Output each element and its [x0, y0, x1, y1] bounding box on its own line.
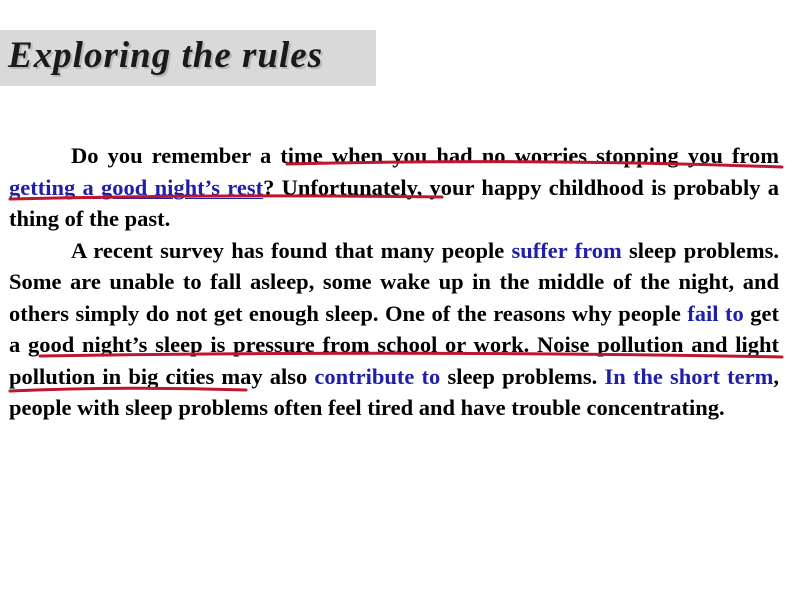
p2-text-3: Noise pollution and light pollution in big cities may also: [9, 332, 779, 389]
p1-text-2: ? Unfortunately, your happy childhood is probably a thing of the past.: [9, 174, 780, 231]
paragraph-2: [9, 235, 779, 424]
paragraph-1: [9, 140, 779, 235]
p2-text-4: sleep problems.: [440, 363, 605, 389]
p2-highlight-short-term: In the short term: [604, 363, 774, 389]
p2-highlight-fail-to: fail to: [687, 300, 744, 326]
passage: [9, 140, 779, 424]
p2-highlight-suffer-from: suffer from: [511, 237, 622, 263]
p1-underlined-phrase: a time when you had no worries stopping you from: [259, 143, 780, 168]
p2-underlined-phrase-start: the reasons why people: [456, 300, 688, 326]
p2-underlined-phrase-end: get a good night’s sleep is pressure from school or work.: [9, 300, 779, 357]
p2-highlight-contribute-to: contribute to: [314, 363, 441, 389]
p1-text-1: Do you remember: [71, 143, 260, 168]
p2-text-1: A recent survey has found that many people: [71, 237, 512, 263]
p2-text-2: sleep problems. Some are unable to fall asleep, some wake up in the middle of the night, and others simply do not get enough sleep. One of: [9, 237, 779, 326]
page-title: Exploring the rules: [8, 35, 324, 76]
p1-highlight-getting-rest: getting a good night’s rest: [9, 174, 264, 200]
p2-text-5: , people with sleep problems often feel tired and have trouble concentrating.: [9, 363, 779, 420]
